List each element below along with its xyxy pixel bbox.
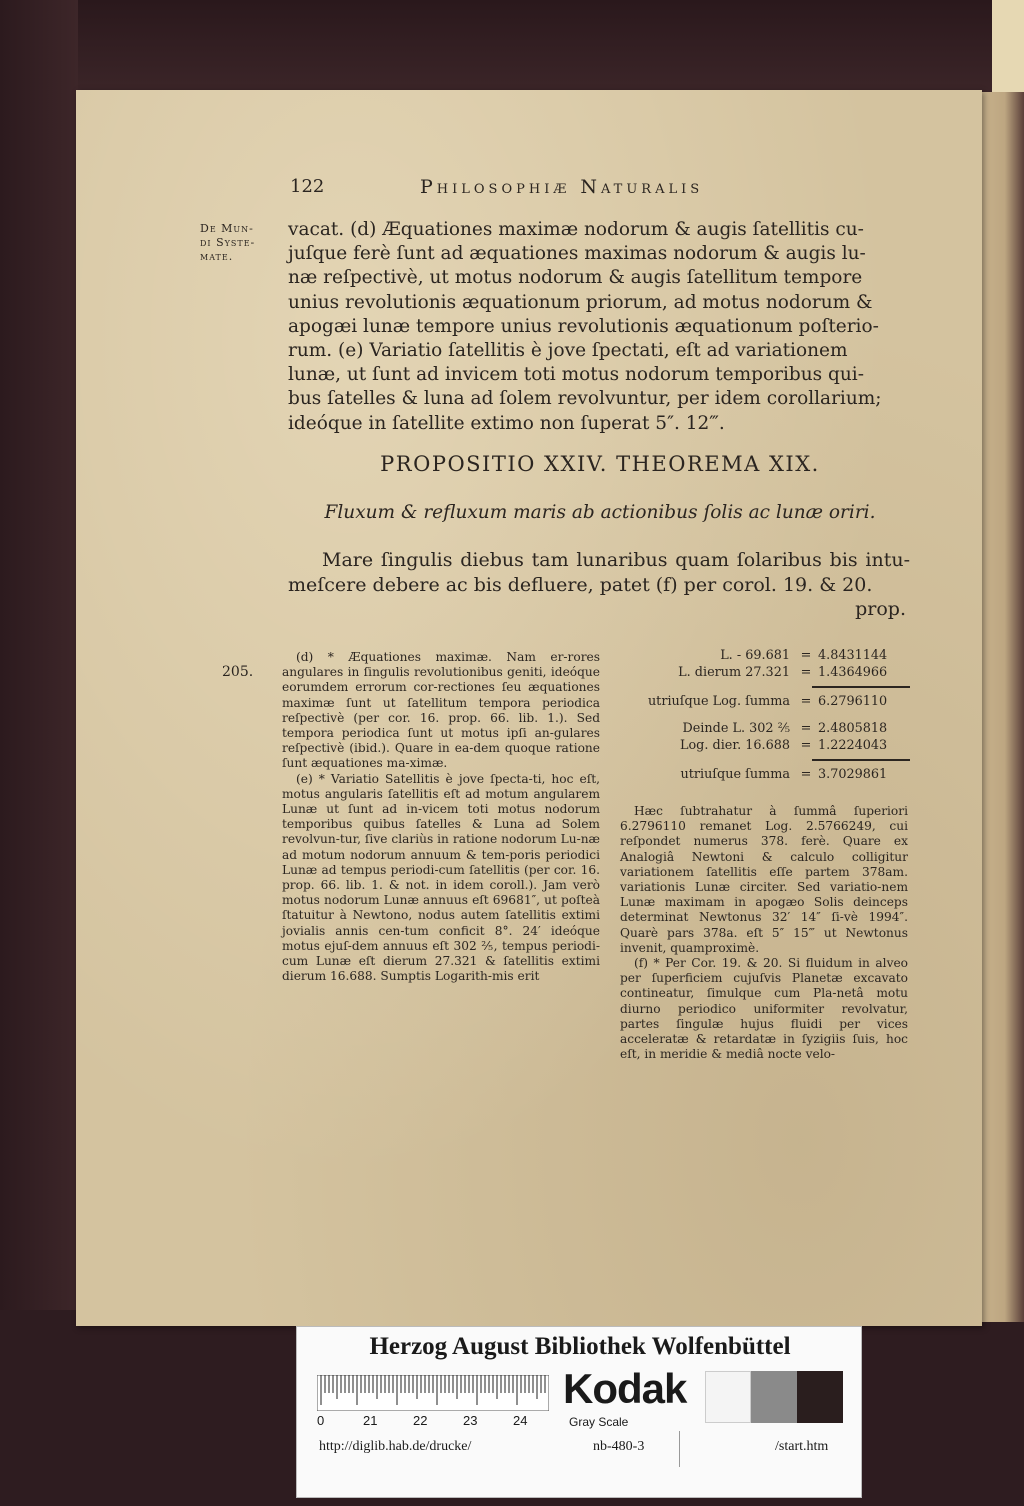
ruler-number: 21: [363, 1413, 378, 1428]
paper-corner-tab: [992, 0, 1024, 96]
log-value: 6.2796110: [818, 694, 888, 709]
footnote: (d) * Æquationes maximæ. Nam er-rores angulares in ſingulis revolutionibus geniti, ideóque eorumdem errorum cor-rectiones ſeu æquationes maximæ ſunt ut ſatellitum tempora periodica reſpectivè (per cor. 16. prop. 66. lib. 1.). Sed tempora periodica ſunt ut motus ipſi an-gulares reſpectivè (ibid.). Quare in ea-dem quoque ratione ſunt æquationes ma-ximæ.: [282, 650, 600, 771]
ruler-number: 24: [513, 1413, 528, 1428]
log-row: [618, 648, 910, 665]
log-value: 4.8431144: [818, 648, 888, 663]
page-edge: [976, 92, 1024, 1322]
log-label: Log. dier. 16.688: [679, 738, 790, 753]
log-label: L. dierum 27.321: [678, 665, 790, 680]
margin-number: 205.: [222, 664, 254, 680]
ruler-number: 23: [463, 1413, 478, 1428]
equals-sign: =: [800, 738, 812, 753]
kodak-logo: Kodak: [563, 1365, 687, 1412]
margin-note-line: mate.: [200, 250, 234, 263]
equals-sign: =: [800, 648, 812, 663]
logarithm-table: [618, 648, 910, 784]
log-value: 1.4364966: [818, 665, 888, 680]
equals-sign: =: [800, 767, 812, 782]
margin-note-line: De Mun-: [200, 222, 254, 235]
start-link: /start.htm: [775, 1439, 829, 1454]
shelfmark: nb-480-3: [593, 1439, 645, 1454]
text-line: juſque ferè ſunt ad æquationes maximas nodorum & augis lu-: [288, 243, 866, 265]
equals-sign: =: [800, 721, 812, 736]
scanner-background-left: [0, 0, 78, 1506]
footnote: (e) * Variatio Satellitis è jove ſpecta-ti, hoc eſt, motus angularis ſatellitis eſt ad motum angularem Lunæ ut ſunt ad in-vicem toti motus nodorum temporibus quibus ſatelles & Luna ad Solem revolvun-tur, ſive clariùs in ratione nodorum Lu-næ ad motum nodorum annuum & tem-poris periodici Lunæ ad tempus periodi-cum ſatellitis (per cor. 16. prop. 66. lib. 1. & not. in idem coroll.). Jam verò motus nodorum Lunæ annuus eſt 69681″, ut poſteà ſtatuitur à Newtono, nodus autem ſatellitis extimi jovialis annis cen-tum conficit 8°. 24′ ideóque motus ejuſ-dem annuus eſt 302 ⅖, tempus periodi-cum Lunæ eſt dierum 27.321 & ſatellitis extimi dierum 16.688. Sumptis Logarith-mis erit: [282, 771, 600, 984]
log-row: [618, 767, 910, 784]
margin-note-line: di Syste-: [200, 236, 256, 249]
log-value: 3.7029861: [818, 767, 888, 782]
text-line: vacat. (d) Æquationes maximæ nodorum & augis ſatellitis cu-: [288, 219, 864, 240]
text-line: bus ſatelles & luna ad ſolem revolvuntur, per idem corollarium;: [288, 388, 882, 410]
sum-rule: [812, 686, 910, 688]
library-title: Herzog August Bibliothek Wolfenbüttel: [369, 1333, 791, 1360]
library-url: http://diglib.hab.de/drucke/: [319, 1439, 472, 1454]
main-paragraph: [288, 218, 910, 436]
log-label: utriuſque ſumma: [680, 767, 790, 782]
margin-note: [200, 222, 288, 264]
text-line: ideóque in ſatellite extimo non ſuperat 5″. 12‴.: [288, 412, 725, 434]
ruler-number: 22: [413, 1413, 428, 1428]
log-value: 1.2224043: [818, 738, 888, 753]
footnote: Hæc ſubtrahatur à ſummâ ſuperiori 6.2796110 remanet Log. 2.5766249, cui reſpondet numerus 378. ferè. Quare ex Analogiâ Newtoni & calculo colligitur variationem ſatellitis eſſe partem 378am. variationis Lunæ circiter. Sed variatio-nem Lunæ maximam in apogæo Solis deinceps determinat Newtonus 32′ 14″ ſi-vè 1994″. Quarè pars 378a. eſt 5″ 15‴ ut Newtonus invenit, quamproximè.: [620, 804, 908, 955]
text-line: lunæ, ut ſunt ad invicem toti motus nodorum temporibus qui-: [288, 364, 864, 386]
text-line: apogæi lunæ tempore unius revolutionis æquationum poſterio-: [288, 315, 879, 337]
gray-patch-dark: [797, 1371, 843, 1423]
proposition-heading: PROPOSITIO XXIV. THEOREMA XIX.: [380, 452, 820, 476]
gray-patch-mid: [751, 1371, 797, 1423]
sum-rule: [812, 759, 910, 761]
proposition-text-end: prop.: [855, 598, 906, 620]
log-row: [618, 694, 910, 711]
log-label: Deinde L. 302 ⅖: [682, 721, 790, 736]
page-number: 122: [290, 176, 325, 197]
notes-left-column: [282, 650, 600, 984]
ruler-scale: [317, 1375, 549, 1411]
gray-patch-white: [705, 1371, 751, 1423]
running-title: Philosophiæ Naturalis: [420, 176, 704, 198]
proposition-text: Mare ſingulis diebus tam lunaribus quam ſolaribus bis intu-meſcere debere ac bis defluere, patet (f) per corol. 19. & 20.: [288, 549, 910, 596]
scanner-background-top: [0, 0, 1024, 92]
ruler-number: 0: [317, 1413, 325, 1428]
color-target-card: [296, 1326, 862, 1498]
text-line: næ reſpectivè, ut motus nodorum & augis ſatellitum tempore: [288, 267, 863, 289]
text-line: rum. (e) Variatio ſatellitis è jove ſpectati, eſt ad variationem: [288, 340, 848, 362]
log-row: [618, 738, 910, 755]
log-label: utriuſque Log. ſumma: [647, 694, 790, 709]
log-row: [618, 721, 910, 738]
target-footer: [297, 1439, 863, 1471]
gray-scale-label: Gray Scale: [569, 1415, 629, 1429]
log-row: [618, 665, 910, 682]
proposition-subheading: Fluxum & refluxum maris ab actionibus ſolis ac lunæ oriri.: [324, 502, 876, 523]
footnote: (f) * Per Cor. 19. & 20. Si fluidum in alveo per ſuperficiem cujuſvis Planetæ excavato contineatur, ſimulque cum Pla-netâ motu diurno periodico uniformiter revolvatur, partes ſingulæ hujus fluidi per vices acceleratæ & retardatæ in ſyzigiis ſuis, hoc eſt, in meridie & mediâ nocte velo-: [620, 956, 908, 1062]
equals-sign: =: [800, 694, 812, 709]
equals-sign: =: [800, 665, 812, 680]
running-head: [290, 176, 810, 206]
log-label: L. - 69.681: [720, 648, 790, 663]
notes-right-column: [620, 804, 908, 1062]
log-value: 2.4805818: [818, 721, 888, 736]
text-line: unius revolutionis æquationum priorum, ad motus nodorum &: [288, 291, 873, 313]
